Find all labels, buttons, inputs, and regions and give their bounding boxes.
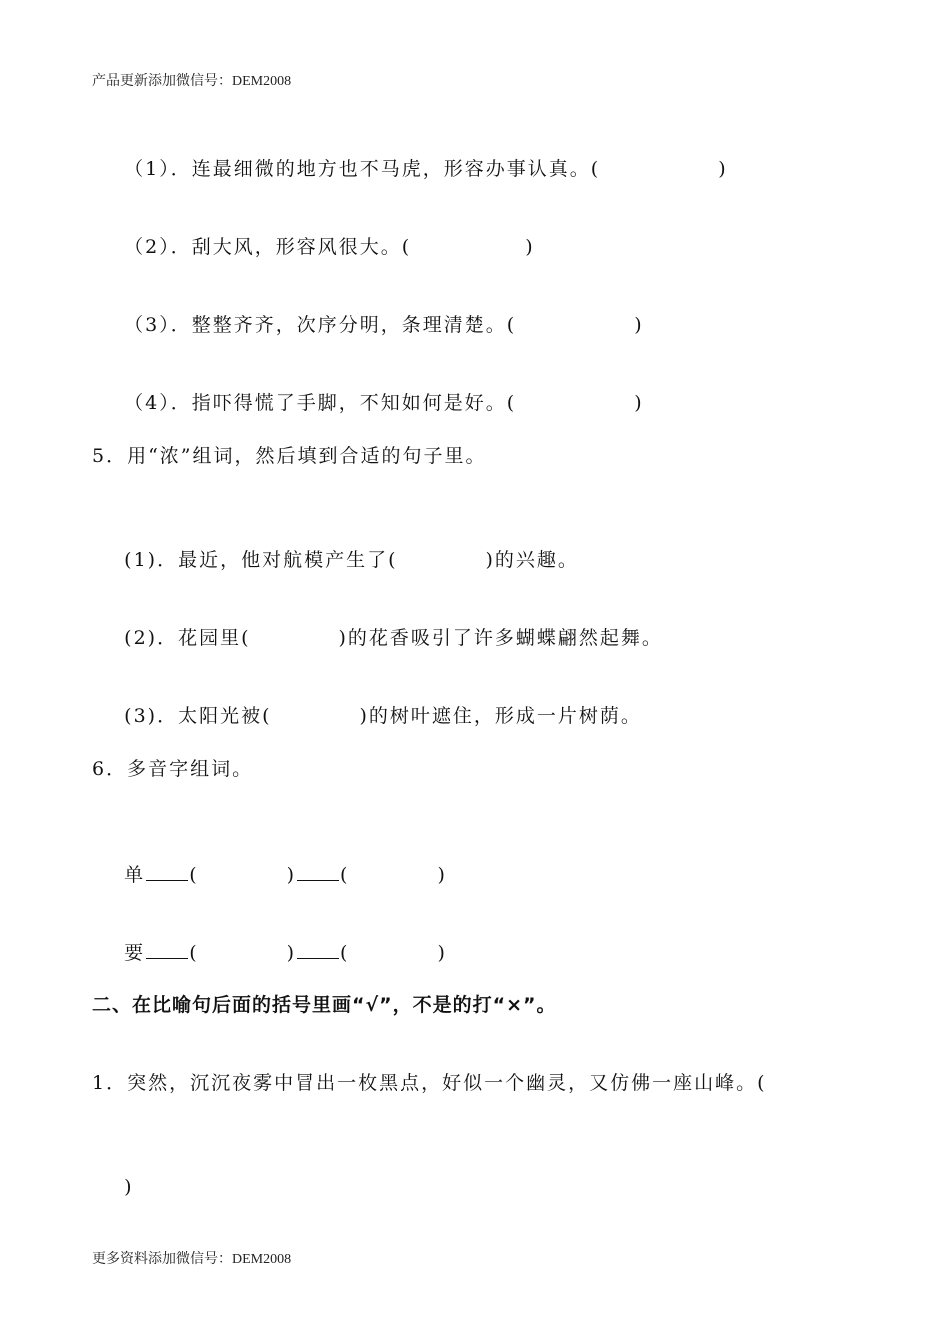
open-paren: ( [189,864,199,886]
sentence-end: )的花香吸引了许多蝴蝶翩然起舞。 [338,627,663,649]
pinyin-blank[interactable] [146,860,188,881]
sentence-end: )的兴趣。 [485,549,579,571]
pinyin-blank[interactable] [146,938,188,959]
polyphone-char: 要 [124,942,146,964]
close-paren: ) [286,942,297,964]
close-paren: ) [124,1176,134,1198]
definition-item-2 [92,208,535,286]
close-paren: ) [634,392,644,414]
q5-item-3 [92,677,642,755]
close-paren: ) [286,864,297,886]
definition-item-3 [92,286,644,364]
open-paren: ( [189,942,199,964]
sentence-start: (2)．花园里( [124,627,251,649]
polyphone-row-2 [92,912,447,992]
definition-text: （4）．指吓得慌了手脚，不知如何是好。( [124,392,517,414]
sentence-end: )的树叶遮住，形成一片树荫。 [359,705,642,727]
definition-text: （2）．刮大风，形容风很大。( [124,236,412,258]
pinyin-blank[interactable] [297,938,339,959]
pinyin-blank[interactable] [297,860,339,881]
close-paren: ) [634,314,644,336]
close-paren: ) [718,158,728,180]
definition-item-1 [92,130,728,208]
definition-item-4 [92,364,644,442]
definition-text: （3）．整整齐齐，次序分明，条理清楚。( [124,314,517,336]
simile-question-1: 1．突然，沉沉夜雾中冒出一枚黑点，好似一个幽灵，又仿佛一座山峰。( [92,1072,767,1094]
question-6-title: 6．多音字组词。 [92,758,254,780]
sentence-start: (1)．最近，他对航模产生了( [124,549,398,571]
simile-question-1-close [92,1148,134,1226]
close-paren: ) [437,942,447,964]
close-paren: ) [437,864,447,886]
polyphone-row-1 [92,834,447,914]
open-paren: ( [340,864,350,886]
q5-item-2 [92,599,663,677]
definition-text: （1）．连最细微的地方也不马虎，形容办事认真。( [124,158,601,180]
q5-item-1 [92,521,579,599]
polyphone-char: 单 [124,864,146,886]
section-2-title: 二、在比喻句后面的括号里画“√”，不是的打“×”。 [92,994,557,1016]
close-paren: ) [525,236,535,258]
sentence-start: (3)．太阳光被( [124,705,272,727]
page-header: 产品更新添加微信号：DEM2008 [92,74,292,89]
open-paren: ( [340,942,350,964]
page-footer: 更多资料添加微信号：DEM2008 [92,1252,292,1267]
question-5-title: 5．用“浓”组词，然后填到合适的句子里。 [92,445,487,467]
